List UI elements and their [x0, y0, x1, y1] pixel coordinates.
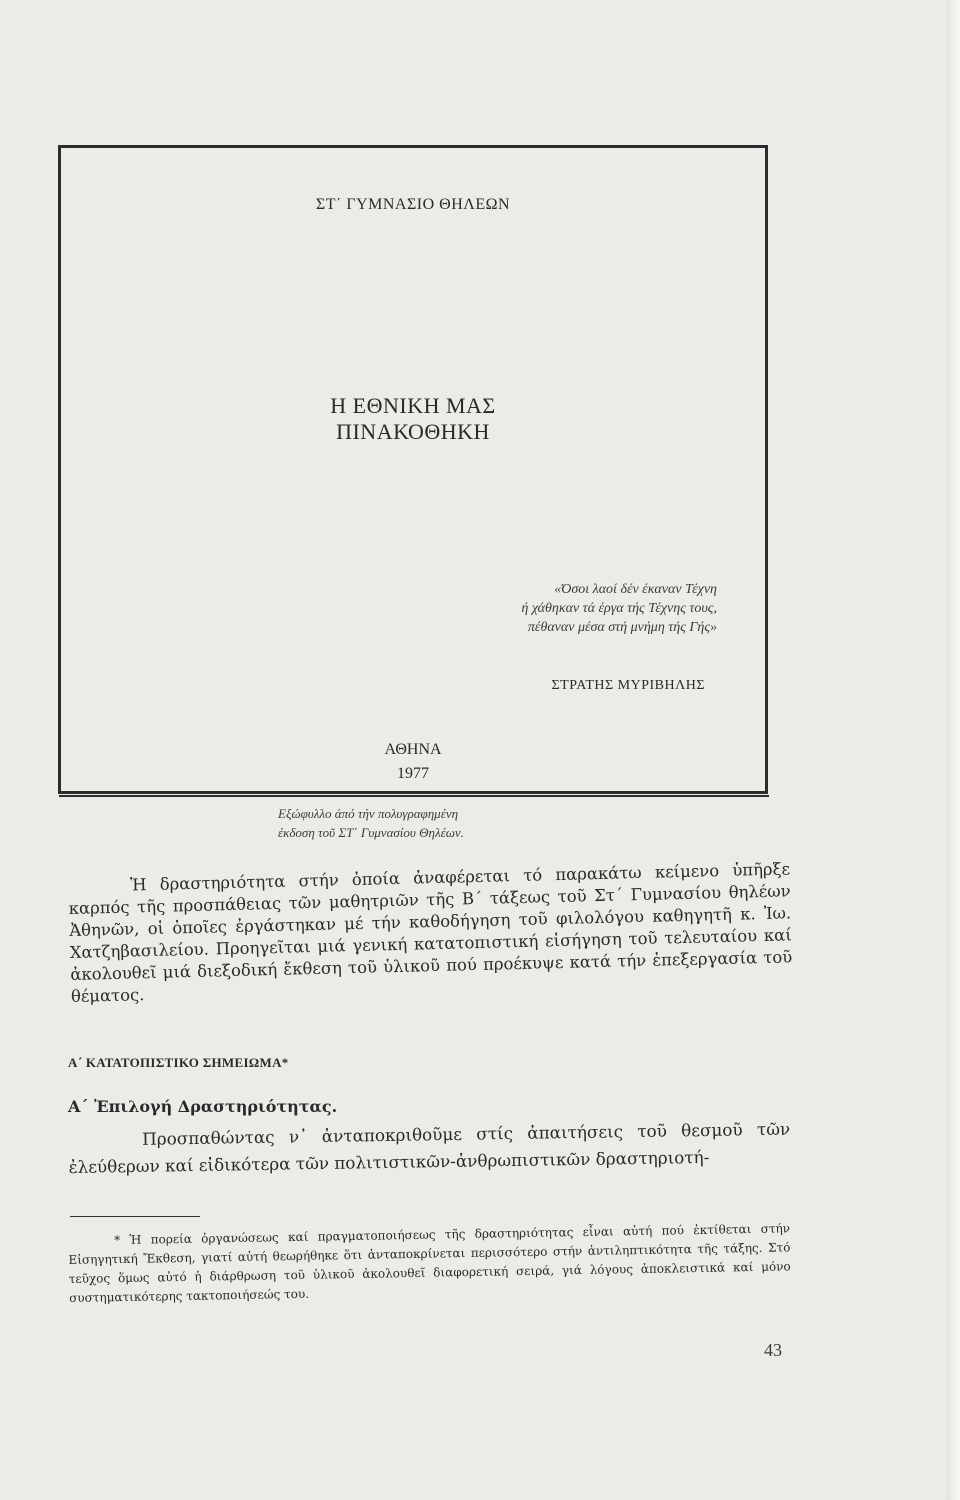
footnote-divider: [70, 1216, 200, 1217]
footnote: * Ἡ πορεία ὀργανώσεως καί πραγματοποιήσεως τῆς δραστηριότητας εἶναι αὐτή πού ἐκτίθεται στήν Εἰσηγητική Ἔκθεση, γιατί αὐτή θεωρήθηκε ὅτι ἀνταποκρίνεται περισσότερο στήν ἀντιληπτικότητα τῆς τάξης. Στό τεῦχος ὅμως αὐτό ἡ διάρθρωση τοῦ ὑλικοῦ ἀκολουθεῖ διαφορετική σειρά, γιά λόγους ἀποκλειστικά καί μόνο συστηματικότερης τακτοποιήσεώς του.: [68, 1221, 791, 1305]
epigraph-line-2: ή χάθηκαν τά έργα τής Τέχνης τους,: [521, 601, 717, 616]
page-number: 43: [764, 1340, 782, 1360]
subsection-heading: Α΄ Ἐπιλογή Δραστηριότητας.: [68, 1097, 338, 1116]
epigraph-line-3: πέθαναν μέσα στή μνήμη τής Γής»: [527, 620, 717, 635]
caption-line-2: έκδοση τοῦ ΣΤ΄ Γυμνασίου Θηλέων.: [278, 825, 464, 840]
cover-title: [61, 393, 765, 445]
epigraph-author: ΣΤΡΑΤΗΣ ΜΥΡΙΒΗΛΗΣ: [551, 678, 705, 693]
year: 1977: [397, 765, 429, 782]
body-paragraph: Προσπαθώντας ν᾽ ἀνταποκριθοῦμε στίς ἀπαιτήσεις τοῦ θεσμοῦ τῶν ἐλεύθερων καί εἰδικότερα τῶν πολιτιστικῶν-ἀνθρωπιστικῶν δραστηριοτή-: [68, 1118, 791, 1177]
city: ΑΘΗΝΑ: [384, 741, 442, 758]
cover-title-line-2: ΠΙΝΑΚΟΘΗΚΗ: [336, 419, 490, 444]
epigraph-line-1: «Όσοι λαοί δέν έκαναν Τέχνη: [554, 582, 717, 597]
caption-line-1: Εξώφυλλο άπό τήν πολυγραφημένη: [278, 806, 459, 821]
school-name: ΣΤ΄ ΓΥΜΝΑΣΙΟ ΘΗΛΕΩΝ: [315, 196, 511, 213]
cover-frame: [58, 145, 768, 794]
section-heading: Α΄ ΚΑΤΑΤΟΠΙΣΤΙΚΟ ΣΗΜΕΙΩΜΑ*: [68, 1055, 289, 1070]
cover-title-line-1: Η ΕΘΝΙΚΗ ΜΑΣ: [330, 393, 496, 418]
page-edge: [946, 0, 960, 1500]
intro-paragraph: Ἡ δραστηριότητα στήν ὁποία ἀναφέρεται τό παρακάτω κείμενο ὑπῆρξε καρπός τῆς προσπάθειας τῶν μαθητριῶν τῆς Β΄ τάξεως τοῦ Στ΄ Γυμνασίου θηλέων Ἀθηνῶν, οἱ ὁποῖες ἐργάστηκαν μέ τήν καθοδήγηση τοῦ φιλολόγου καθηγητῆ κ. Ἰω. Χατζηβασιλείου. Προηγεῖται μιά γενική κατατοπιστική εἰσήγηση τοῦ τελευταίου καί ἀκολουθεῖ μιά διεξοδική ἔκθεση τοῦ ὑλικοῦ πού προέκυψε κατά τήν ἐπεξεργασία τοῦ θέματος.: [68, 859, 793, 1006]
publication-place: [61, 738, 765, 786]
epigraph: [521, 580, 717, 637]
figure-caption: [278, 804, 464, 842]
